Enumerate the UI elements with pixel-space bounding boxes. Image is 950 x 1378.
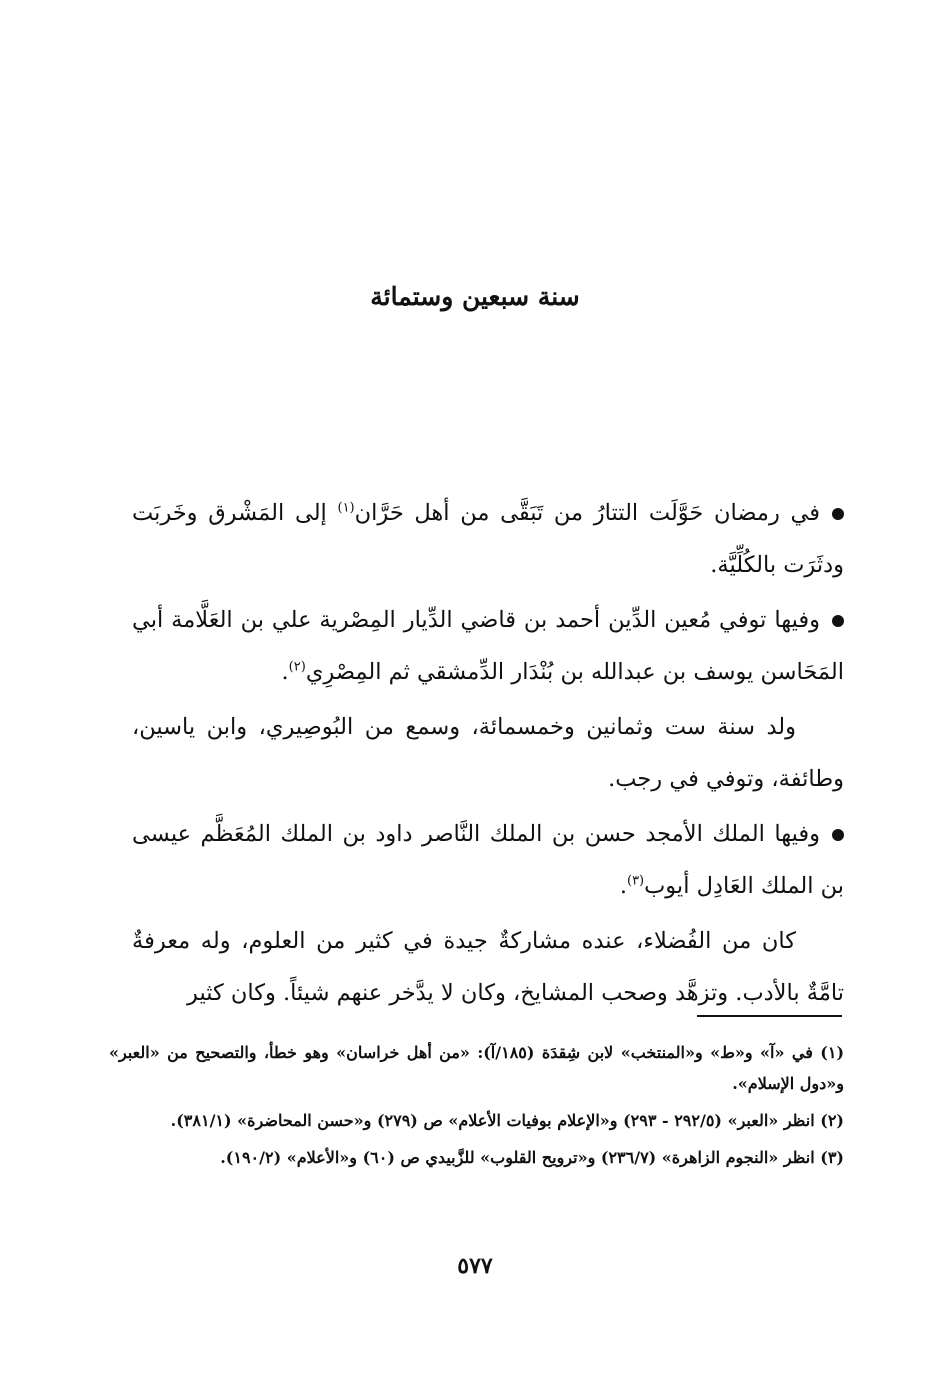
- paragraph-al-amjad: [132, 809, 844, 912]
- paragraph-text: كان من الفُضلاء، عنده مشاركةٌ جيدة في كثير من العلوم، وله معرفةٌ تامَّةٌ بالأدب. وتزهَّد وصحب المشايخ، وكان لا يدَّخر عنهم شيئاً. وكان كثير: [132, 928, 844, 1006]
- paragraph-text-after: .: [619, 872, 627, 899]
- paragraph-birth: [132, 702, 844, 805]
- paragraph-text-after: .: [281, 658, 289, 685]
- bullet-icon: [832, 829, 844, 841]
- chapter-title: سنة سبعين وستمائة: [370, 282, 580, 311]
- bullet-icon: [832, 615, 844, 627]
- paragraph-text: وفيها توفي مُعين الدِّين أحمد بن قاضي الدِّيار المِصْرية علي بن العَلَّامة أبي المَحَاسن يوسف بن عبدالله بن بُنْدَار الدِّمشقي ثم المِصْرِي: [132, 607, 844, 685]
- bullet-icon: [832, 508, 844, 520]
- footnotes: [109, 1037, 844, 1179]
- footnote-1: (١) في «آ» و«ط» و«المنتخب» لابن شِقدَة (١٨٥/آ): «من أهل خراسان» وهو خطأ، والتصحيح من «العبر» و«دول الإسلام».: [109, 1043, 845, 1093]
- footnote-marker: (٣): [626, 873, 645, 888]
- page-number: ٥٧٧: [457, 1253, 493, 1279]
- footnote-separator: [697, 1015, 842, 1017]
- body-text: [132, 488, 844, 1023]
- footnote-marker: (٢): [288, 659, 306, 674]
- paragraph-text: في رمضان حَوَّلَت التتارُ من تَبَقَّى من أهل حَرَّان: [354, 500, 820, 526]
- paragraph-text: وفيها الملك الأمجد حسن بن الملك النَّاصر داود بن الملك المُعَظَّم عيسى بن الملك العَادِل أيوب: [132, 821, 844, 899]
- paragraph-description: [132, 916, 844, 1019]
- paragraph-text: ولد سنة ست وثمانين وخمسمائة، وسمع من البُوصِيري، وابن ياسين، وطائفة، وتوفي في رجب.: [132, 714, 844, 792]
- paragraph-text-after: إلى المَشْرق وخَربَت ودثَرَت بالكُلِّيَّة.: [132, 500, 844, 578]
- footnote-marker: (١): [337, 500, 355, 516]
- paragraph-muin-aldin: [132, 595, 844, 698]
- paragraph-hijra-rum: [132, 488, 844, 591]
- footnote-3: (٣) انظر «النجوم الزاهرة» (٢٣٦/٧) و«ترويح القلوب» للزَّبيدي ص (٦٠) و«الأعلام» (١٩٠/٢).: [220, 1148, 844, 1167]
- footnote-2: (٢) انظر «العبر» (٢٩٢/٥ - ٢٩٣) و«الإعلام بوفيات الأعلام» ص (٢٧٩) و«حسن المحاضرة» (٣٨١/١).: [170, 1111, 844, 1130]
